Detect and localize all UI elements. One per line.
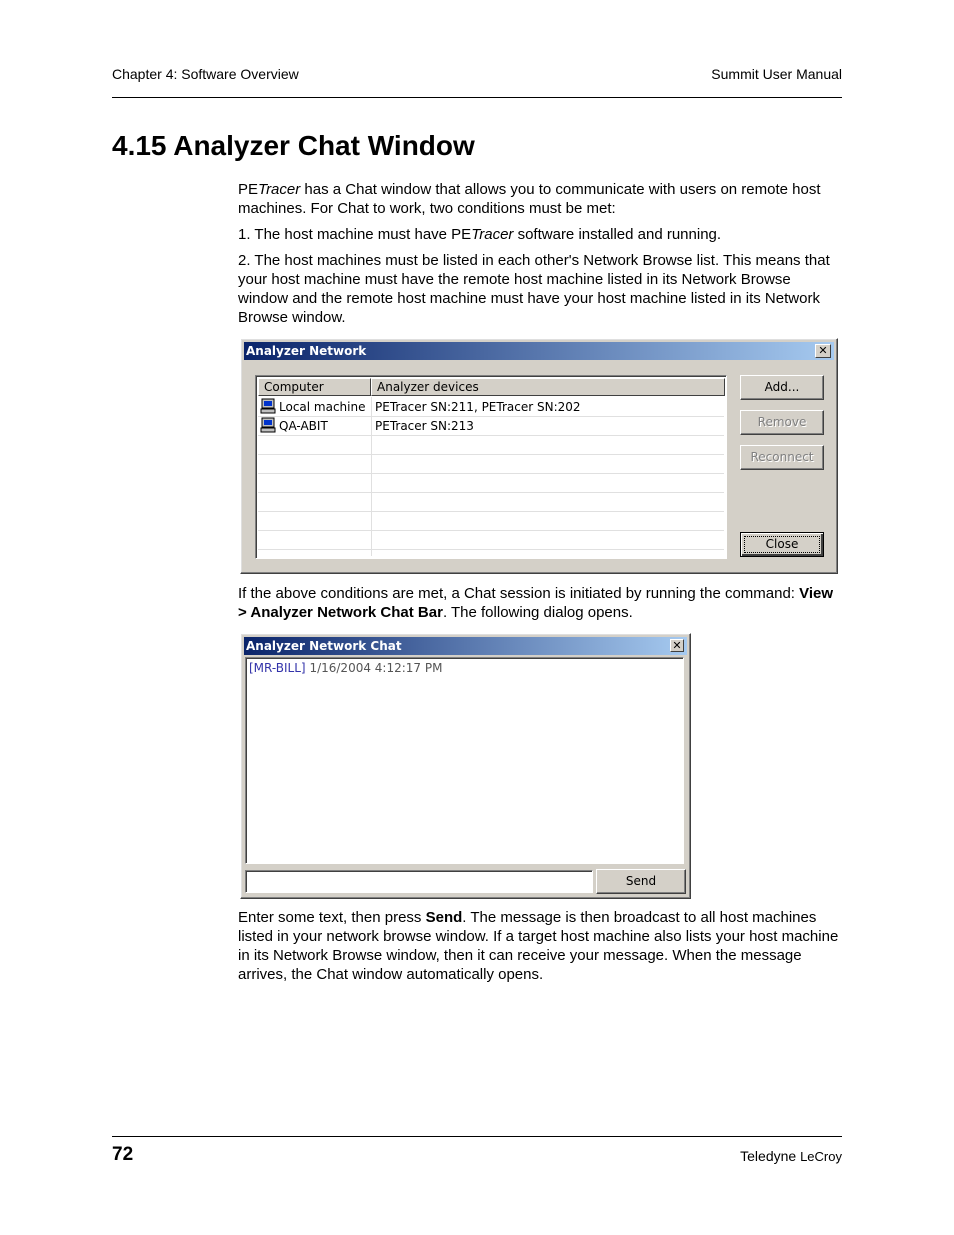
row-computer-label: QA-ABIT	[279, 419, 328, 433]
condition-1-tracer: Tracer	[471, 226, 514, 243]
chat-message	[249, 661, 442, 675]
condition-1	[238, 225, 844, 244]
chat-messages-area[interactable]	[245, 657, 684, 864]
analyzer-network-dialog	[240, 338, 838, 574]
chapter-header: Chapter 4: Software Overview	[112, 66, 299, 82]
computer-icon	[260, 398, 276, 414]
analyzer-chat-dialog	[240, 633, 691, 899]
company-first: Teledyne	[740, 1148, 801, 1164]
company-second: LeCroy	[800, 1149, 842, 1164]
row-computer-cell	[260, 398, 365, 417]
network-list[interactable]	[255, 375, 727, 559]
table-row[interactable]	[258, 474, 724, 493]
condition-1-after: software installed and running.	[513, 226, 722, 243]
intro-rest: has a Chat window that allows you to communicate with users on remote host machines. For Chat to work, two conditions must be met:	[238, 181, 821, 217]
table-row[interactable]	[258, 417, 724, 436]
close-icon[interactable]: ✕	[670, 639, 684, 652]
row-devices-cell: PETracer SN:213	[375, 419, 474, 433]
pe-text: PE	[238, 181, 259, 198]
row-computer-cell	[260, 417, 328, 436]
close-button-label: Close	[765, 537, 799, 551]
company-name	[740, 1148, 842, 1164]
footer-rule	[112, 1136, 842, 1137]
send-bold: Send	[425, 909, 463, 926]
table-row[interactable]	[258, 493, 724, 512]
send-before: Enter some text, then press	[238, 909, 426, 926]
table-row[interactable]	[258, 398, 724, 417]
chat-titlebar	[244, 637, 687, 655]
chat-message-input[interactable]	[245, 870, 593, 893]
analyzer-network-title: Analyzer Network	[246, 344, 367, 358]
intro-paragraph	[238, 180, 844, 218]
close-icon[interactable]: ✕	[815, 344, 831, 358]
column-header-devices[interactable]: Analyzer devices	[371, 378, 725, 396]
add-button[interactable]: Add...	[740, 375, 824, 400]
condition-1-before: 1. The host machine must have PE	[238, 226, 472, 243]
condition-2: 2. The host machines must be listed in each other's Network Browse list. This means that your host machine must have the remote host machine listed in its Network Browse window and the remote host machine must have your host machine listed in its Network Browse window.	[238, 252, 830, 326]
page-number: 72	[112, 1144, 134, 1165]
row-devices-cell: PETracer SN:211, PETracer SN:202	[375, 400, 581, 414]
command-paragraph	[238, 584, 844, 622]
chat-message-user: [MR-BILL]	[249, 661, 306, 675]
table-row[interactable]	[258, 436, 724, 455]
send-paragraph	[238, 908, 844, 984]
section-title: 4.15 Analyzer Chat Window	[112, 130, 475, 161]
tracer-text: Tracer	[258, 181, 301, 198]
remove-button[interactable]: Remove	[740, 410, 824, 435]
command-before: If the above conditions are met, a Chat session is initiated by running the command:	[238, 585, 800, 602]
table-row[interactable]	[258, 531, 724, 550]
manual-header: Summit User Manual	[711, 66, 842, 82]
table-row[interactable]	[258, 512, 724, 531]
close-button[interactable]	[740, 532, 824, 557]
row-computer-label: Local machine	[279, 400, 366, 414]
send-button[interactable]: Send	[596, 869, 686, 894]
reconnect-button[interactable]: Reconnect	[740, 445, 824, 470]
send-after: . The message is then broadcast to all host machines listed in your network browse window. If a target host machine also lists your host machine in its Network Browse window, then it can receive your message. When the message arrives, the Chat window automatically opens.	[238, 909, 839, 983]
chat-title: Analyzer Network Chat	[246, 639, 402, 653]
menu-command: View > Analyzer Network Chat Bar	[238, 585, 834, 621]
computer-icon	[260, 417, 276, 433]
focus-rect	[744, 536, 820, 553]
table-row[interactable]	[258, 455, 724, 474]
header-rule	[112, 97, 842, 98]
column-header-computer[interactable]: Computer	[258, 378, 371, 396]
command-after: . The following dialog opens.	[442, 604, 633, 621]
analyzer-network-titlebar	[244, 342, 834, 360]
chat-message-time: 1/16/2004 4:12:17 PM	[305, 661, 443, 675]
